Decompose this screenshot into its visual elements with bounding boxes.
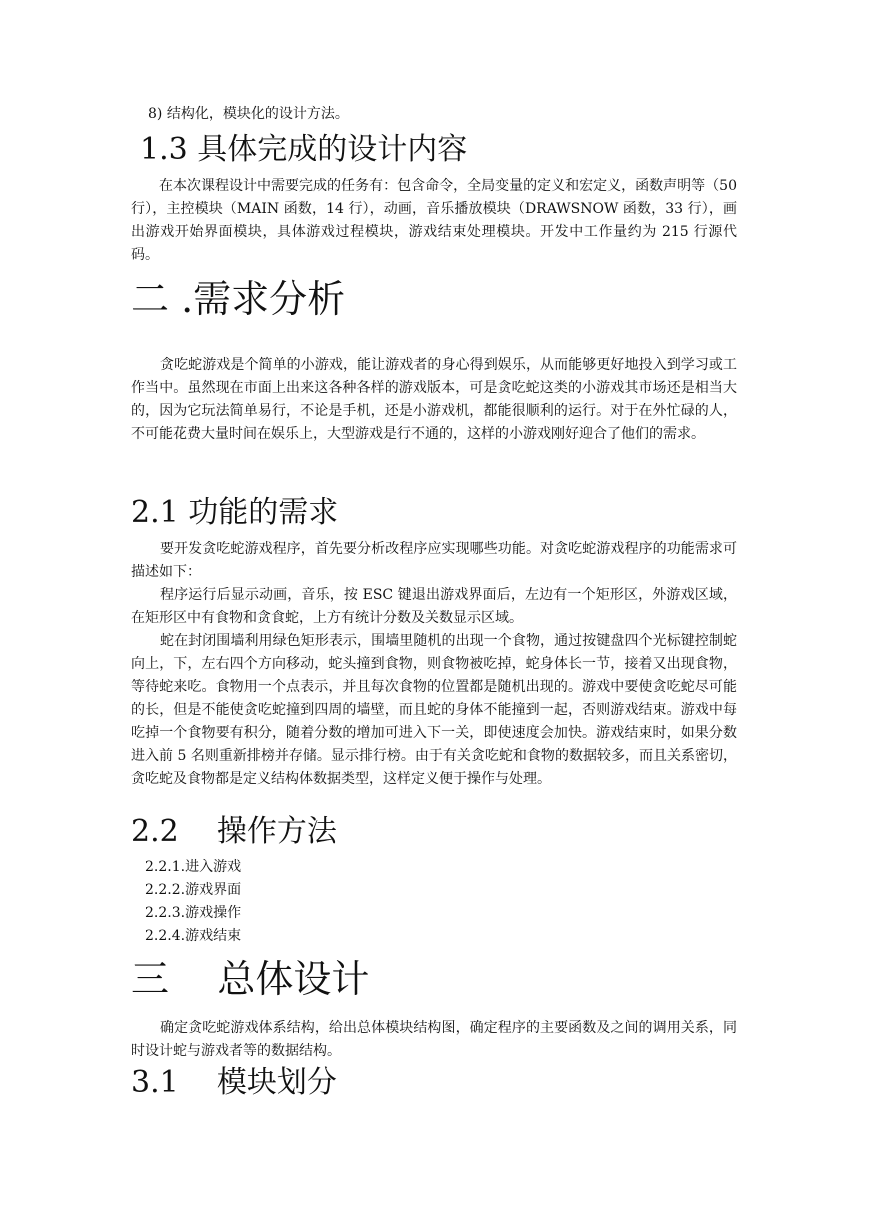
chapter-heading-2: 二 .需求分析 bbox=[131, 277, 346, 321]
paragraph-2-intro: 贪吃蛇游戏是个简单的小游戏，能让游戏者的身心得到娱乐，从而能够更好地投入到学习或工作当中。虽然现在市面上出来这各种各样的游戏版本，可是贪吃蛇这类的小游戏其市场还是相当大的，因为它玩法简单易行，不论是手机，还是小游戏机，都能很顺利的运行。对于在外忙碌的人，不可能花费大量时间在娱乐上，大型游戏是行不通的，这样的小游戏刚好迎合了他们的需求。 bbox=[131, 357, 737, 442]
list-item-2-2-3: 2.2.3.游戏操作 bbox=[145, 905, 242, 921]
list-item-2-2-1: 2.2.1.进入游戏 bbox=[145, 859, 242, 875]
paragraph-2-1-b: 程序运行后显示动画，音乐，按 ESC 键退出游戏界面后，左边有一个矩形区，外游戏区域，在矩形区中有食物和贪食蛇，上方有统计分数及关数显示区域。 bbox=[131, 587, 737, 626]
list-item-2-2-4: 2.2.4.游戏结束 bbox=[145, 928, 242, 944]
section-heading-2-2: 2.2 操作方法 bbox=[131, 814, 337, 849]
chapter-heading-3: 三 总体设计 bbox=[131, 957, 370, 1001]
list-item-2-2-2: 2.2.2.游戏界面 bbox=[145, 882, 242, 898]
paragraph-1-3: 在本次课程设计中需要完成的任务有：包含命令，全局变量的定义和宏定义，函数声明等（50 行），主控模块（MAIN 函数，14 行），动画，音乐播放模块（DRAWSNOW 函数，33 行），画出游戏开始界面模块，具体游戏过程模块，游戏结束处理模块。开发中工作量约为 215 行源代码。 bbox=[131, 178, 737, 263]
paragraph-3-intro: 确定贪吃蛇游戏体系结构，给出总体模块结构图，确定程序的主要函数及之间的调用关系，同时设计蛇与游戏者等的数据结构。 bbox=[131, 1020, 737, 1059]
section-heading-3-1: 3.1 模块划分 bbox=[131, 1065, 337, 1100]
section-heading-2-1: 2.1 功能的需求 bbox=[131, 495, 339, 530]
paragraph-2-1-c: 蛇在封闭围墙利用绿色矩形表示，围墙里随机的出现一个食物，通过按键盘四个光标键控制蛇向上，下，左右四个方向移动，蛇头撞到食物，则食物被吃掉，蛇身体长一节，接着又出现食物，等待蛇来吃。食物用一个点表示，并且每次食物的位置都是随机出现的。游戏中要使贪吃蛇尽可能的长，但是不能使贪吃蛇撞到四周的墙壁，而且蛇的身体不能撞到一起，否则游戏结束。游戏中每吃掉一个食物要有积分，随着分数的增加可进入下一关，即使速度会加快。游戏结束时，如果分数进入前 5 名则重新排榜并存储。显示排行榜。由于有关贪吃蛇和食物的数据较多，而且关系密切，贪吃蛇及食物都是定义结构体数据类型，这样定义便于操作与处理。 bbox=[131, 633, 737, 787]
section-heading-1-3: 1.3 具体完成的设计内容 bbox=[140, 132, 468, 167]
list-item-8: 8) 结构化，模块化的设计方法。 bbox=[148, 106, 349, 122]
paragraph-2-1-a: 要开发贪吃蛇游戏程序，首先要分析改程序应实现哪些功能。对贪吃蛇游戏程序的功能需求可描述如下： bbox=[131, 541, 737, 580]
